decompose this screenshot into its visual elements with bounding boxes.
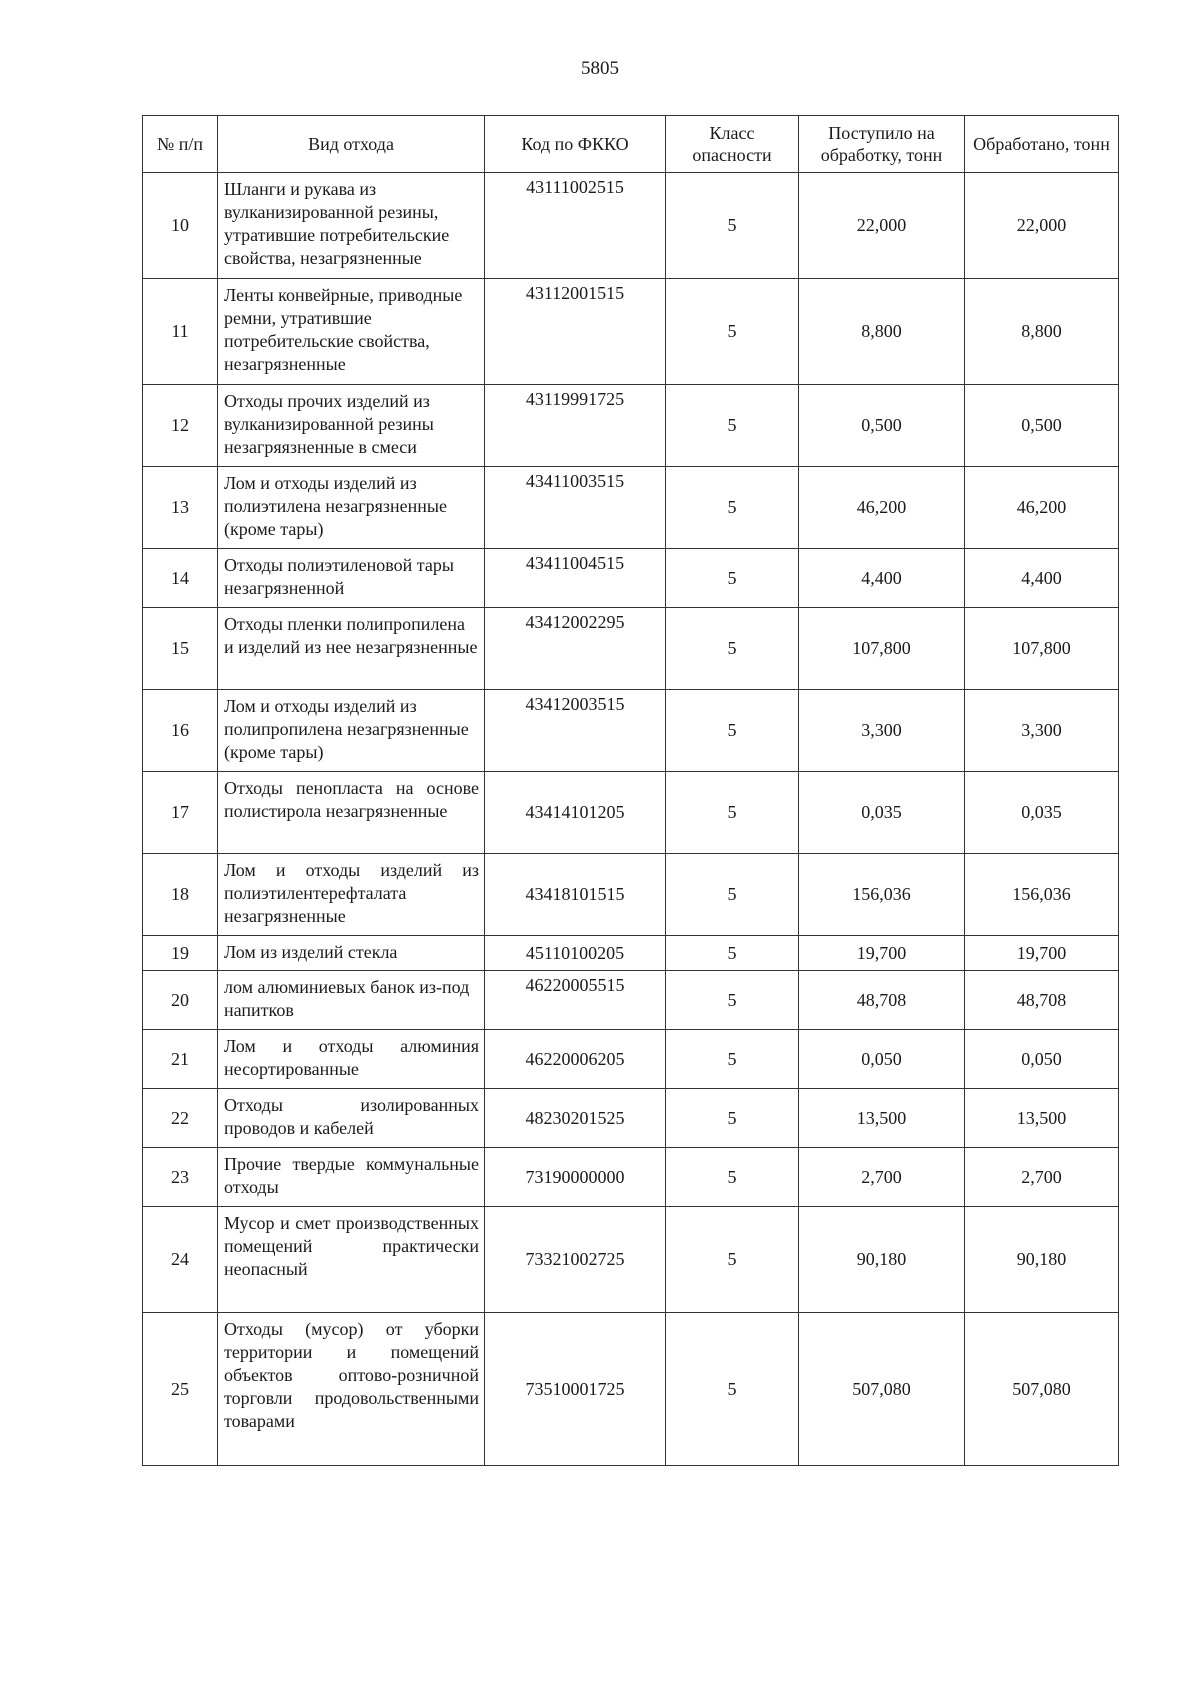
fkko-code: 73510001725	[485, 1313, 666, 1466]
fkko-code: 43411003515	[485, 467, 666, 549]
hazard-class: 5	[666, 1313, 799, 1466]
processed-tons: 0,500	[965, 385, 1119, 467]
waste-name: Ленты конвейрные, приводные ремни, утратившие потребительские свойства, незагрязненные	[218, 279, 485, 385]
hazard-class: 5	[666, 385, 799, 467]
table-row	[143, 385, 1119, 467]
hazard-class: 5	[666, 854, 799, 936]
processed-tons: 90,180	[965, 1207, 1119, 1313]
processed-tons: 507,080	[965, 1313, 1119, 1466]
processed-tons: 0,035	[965, 772, 1119, 854]
hazard-class: 5	[666, 971, 799, 1030]
processed-tons: 8,800	[965, 279, 1119, 385]
row-num: 19	[143, 936, 218, 971]
row-num: 24	[143, 1207, 218, 1313]
row-num: 14	[143, 549, 218, 608]
fkko-code: 48230201525	[485, 1089, 666, 1148]
waste-name: Шланги и рукава из вулканизированной резины, утратившие потребительские свойства, незагрязненные	[218, 173, 485, 279]
table-row	[143, 1030, 1119, 1089]
row-num: 18	[143, 854, 218, 936]
waste-name: Лом и отходы изделий из полипропилена незагрязненные (кроме тары)	[218, 690, 485, 772]
table-row	[143, 971, 1119, 1030]
received-tons: 3,300	[799, 690, 965, 772]
fkko-code: 43119991725	[485, 385, 666, 467]
table-row	[143, 467, 1119, 549]
hazard-class: 5	[666, 549, 799, 608]
received-tons: 156,036	[799, 854, 965, 936]
processed-tons: 3,300	[965, 690, 1119, 772]
waste-name: Отходы полиэтиленовой тары незагрязненной	[218, 549, 485, 608]
hazard-class: 5	[666, 690, 799, 772]
fkko-code: 43111002515	[485, 173, 666, 279]
row-num: 16	[143, 690, 218, 772]
waste-name: Отходы изолированных проводов и кабелей	[218, 1089, 485, 1148]
fkko-code: 43412002295	[485, 608, 666, 690]
table-row	[143, 854, 1119, 936]
processed-tons: 156,036	[965, 854, 1119, 936]
header-class: Класс опасности	[666, 116, 799, 173]
received-tons: 22,000	[799, 173, 965, 279]
table-row	[143, 772, 1119, 854]
row-num: 21	[143, 1030, 218, 1089]
received-tons: 13,500	[799, 1089, 965, 1148]
table-header-row	[143, 116, 1119, 173]
row-num: 25	[143, 1313, 218, 1466]
row-num: 22	[143, 1089, 218, 1148]
row-num: 11	[143, 279, 218, 385]
hazard-class: 5	[666, 173, 799, 279]
table-row	[143, 690, 1119, 772]
header-received: Поступило на обработку, тонн	[799, 116, 965, 173]
header-code: Код по ФККО	[485, 116, 666, 173]
received-tons: 2,700	[799, 1148, 965, 1207]
table-row	[143, 279, 1119, 385]
received-tons: 4,400	[799, 549, 965, 608]
processed-tons: 2,700	[965, 1148, 1119, 1207]
hazard-class: 5	[666, 1030, 799, 1089]
fkko-code: 46220005515	[485, 971, 666, 1030]
waste-name: Лом и отходы алюминия несортированные	[218, 1030, 485, 1089]
hazard-class: 5	[666, 467, 799, 549]
table-row	[143, 1207, 1119, 1313]
table-row	[143, 549, 1119, 608]
fkko-code: 45110100205	[485, 936, 666, 971]
waste-name: Мусор и смет производственных помещений практически неопасный	[218, 1207, 485, 1313]
hazard-class: 5	[666, 772, 799, 854]
hazard-class: 5	[666, 608, 799, 690]
row-num: 23	[143, 1148, 218, 1207]
hazard-class: 5	[666, 936, 799, 971]
header-num: № п/п	[143, 116, 218, 173]
received-tons: 0,050	[799, 1030, 965, 1089]
received-tons: 8,800	[799, 279, 965, 385]
row-num: 17	[143, 772, 218, 854]
fkko-code: 73321002725	[485, 1207, 666, 1313]
row-num: 12	[143, 385, 218, 467]
received-tons: 0,035	[799, 772, 965, 854]
row-num: 13	[143, 467, 218, 549]
processed-tons: 0,050	[965, 1030, 1119, 1089]
fkko-code: 43411004515	[485, 549, 666, 608]
row-num: 20	[143, 971, 218, 1030]
fkko-code: 46220006205	[485, 1030, 666, 1089]
hazard-class: 5	[666, 279, 799, 385]
hazard-class: 5	[666, 1148, 799, 1207]
waste-name: Отходы (мусор) от уборки территории и помещений объектов оптово-розничной торговли продовольственными товарами	[218, 1313, 485, 1466]
hazard-class: 5	[666, 1207, 799, 1313]
table-row	[143, 608, 1119, 690]
processed-tons: 13,500	[965, 1089, 1119, 1148]
hazard-class: 5	[666, 1089, 799, 1148]
table-row	[143, 1148, 1119, 1207]
waste-table	[142, 115, 1119, 1466]
received-tons: 107,800	[799, 608, 965, 690]
fkko-code: 43418101515	[485, 854, 666, 936]
waste-name: Отходы прочих изделий из вулканизированной резины незагряязненные в смеси	[218, 385, 485, 467]
header-processed: Обработано, тонн	[965, 116, 1119, 173]
processed-tons: 46,200	[965, 467, 1119, 549]
row-num: 10	[143, 173, 218, 279]
processed-tons: 107,800	[965, 608, 1119, 690]
fkko-code: 43112001515	[485, 279, 666, 385]
waste-name: Прочие твердые коммунальные отходы	[218, 1148, 485, 1207]
received-tons: 46,200	[799, 467, 965, 549]
fkko-code: 43414101205	[485, 772, 666, 854]
processed-tons: 4,400	[965, 549, 1119, 608]
page-number: 5805	[581, 58, 619, 79]
received-tons: 48,708	[799, 971, 965, 1030]
waste-name: Отходы пленки полипропилена и изделий из нее незагрязненные	[218, 608, 485, 690]
waste-name: Отходы пенопласта на основе полистирола незагрязненные	[218, 772, 485, 854]
received-tons: 90,180	[799, 1207, 965, 1313]
received-tons: 507,080	[799, 1313, 965, 1466]
waste-name: Лом и отходы изделий из полиэтилентерефталата незагрязненные	[218, 854, 485, 936]
waste-name: Лом и отходы изделий из полиэтилена незагрязненные (кроме тары)	[218, 467, 485, 549]
table-row	[143, 173, 1119, 279]
received-tons: 19,700	[799, 936, 965, 971]
table-row	[143, 1089, 1119, 1148]
row-num: 15	[143, 608, 218, 690]
fkko-code: 43412003515	[485, 690, 666, 772]
waste-name: Лом из изделий стекла	[218, 936, 485, 971]
processed-tons: 48,708	[965, 971, 1119, 1030]
table-row	[143, 1313, 1119, 1466]
fkko-code: 73190000000	[485, 1148, 666, 1207]
processed-tons: 19,700	[965, 936, 1119, 971]
received-tons: 0,500	[799, 385, 965, 467]
header-name: Вид отхода	[218, 116, 485, 173]
waste-name: лом алюминиевых банок из-под напитков	[218, 971, 485, 1030]
processed-tons: 22,000	[965, 173, 1119, 279]
table-row	[143, 936, 1119, 971]
